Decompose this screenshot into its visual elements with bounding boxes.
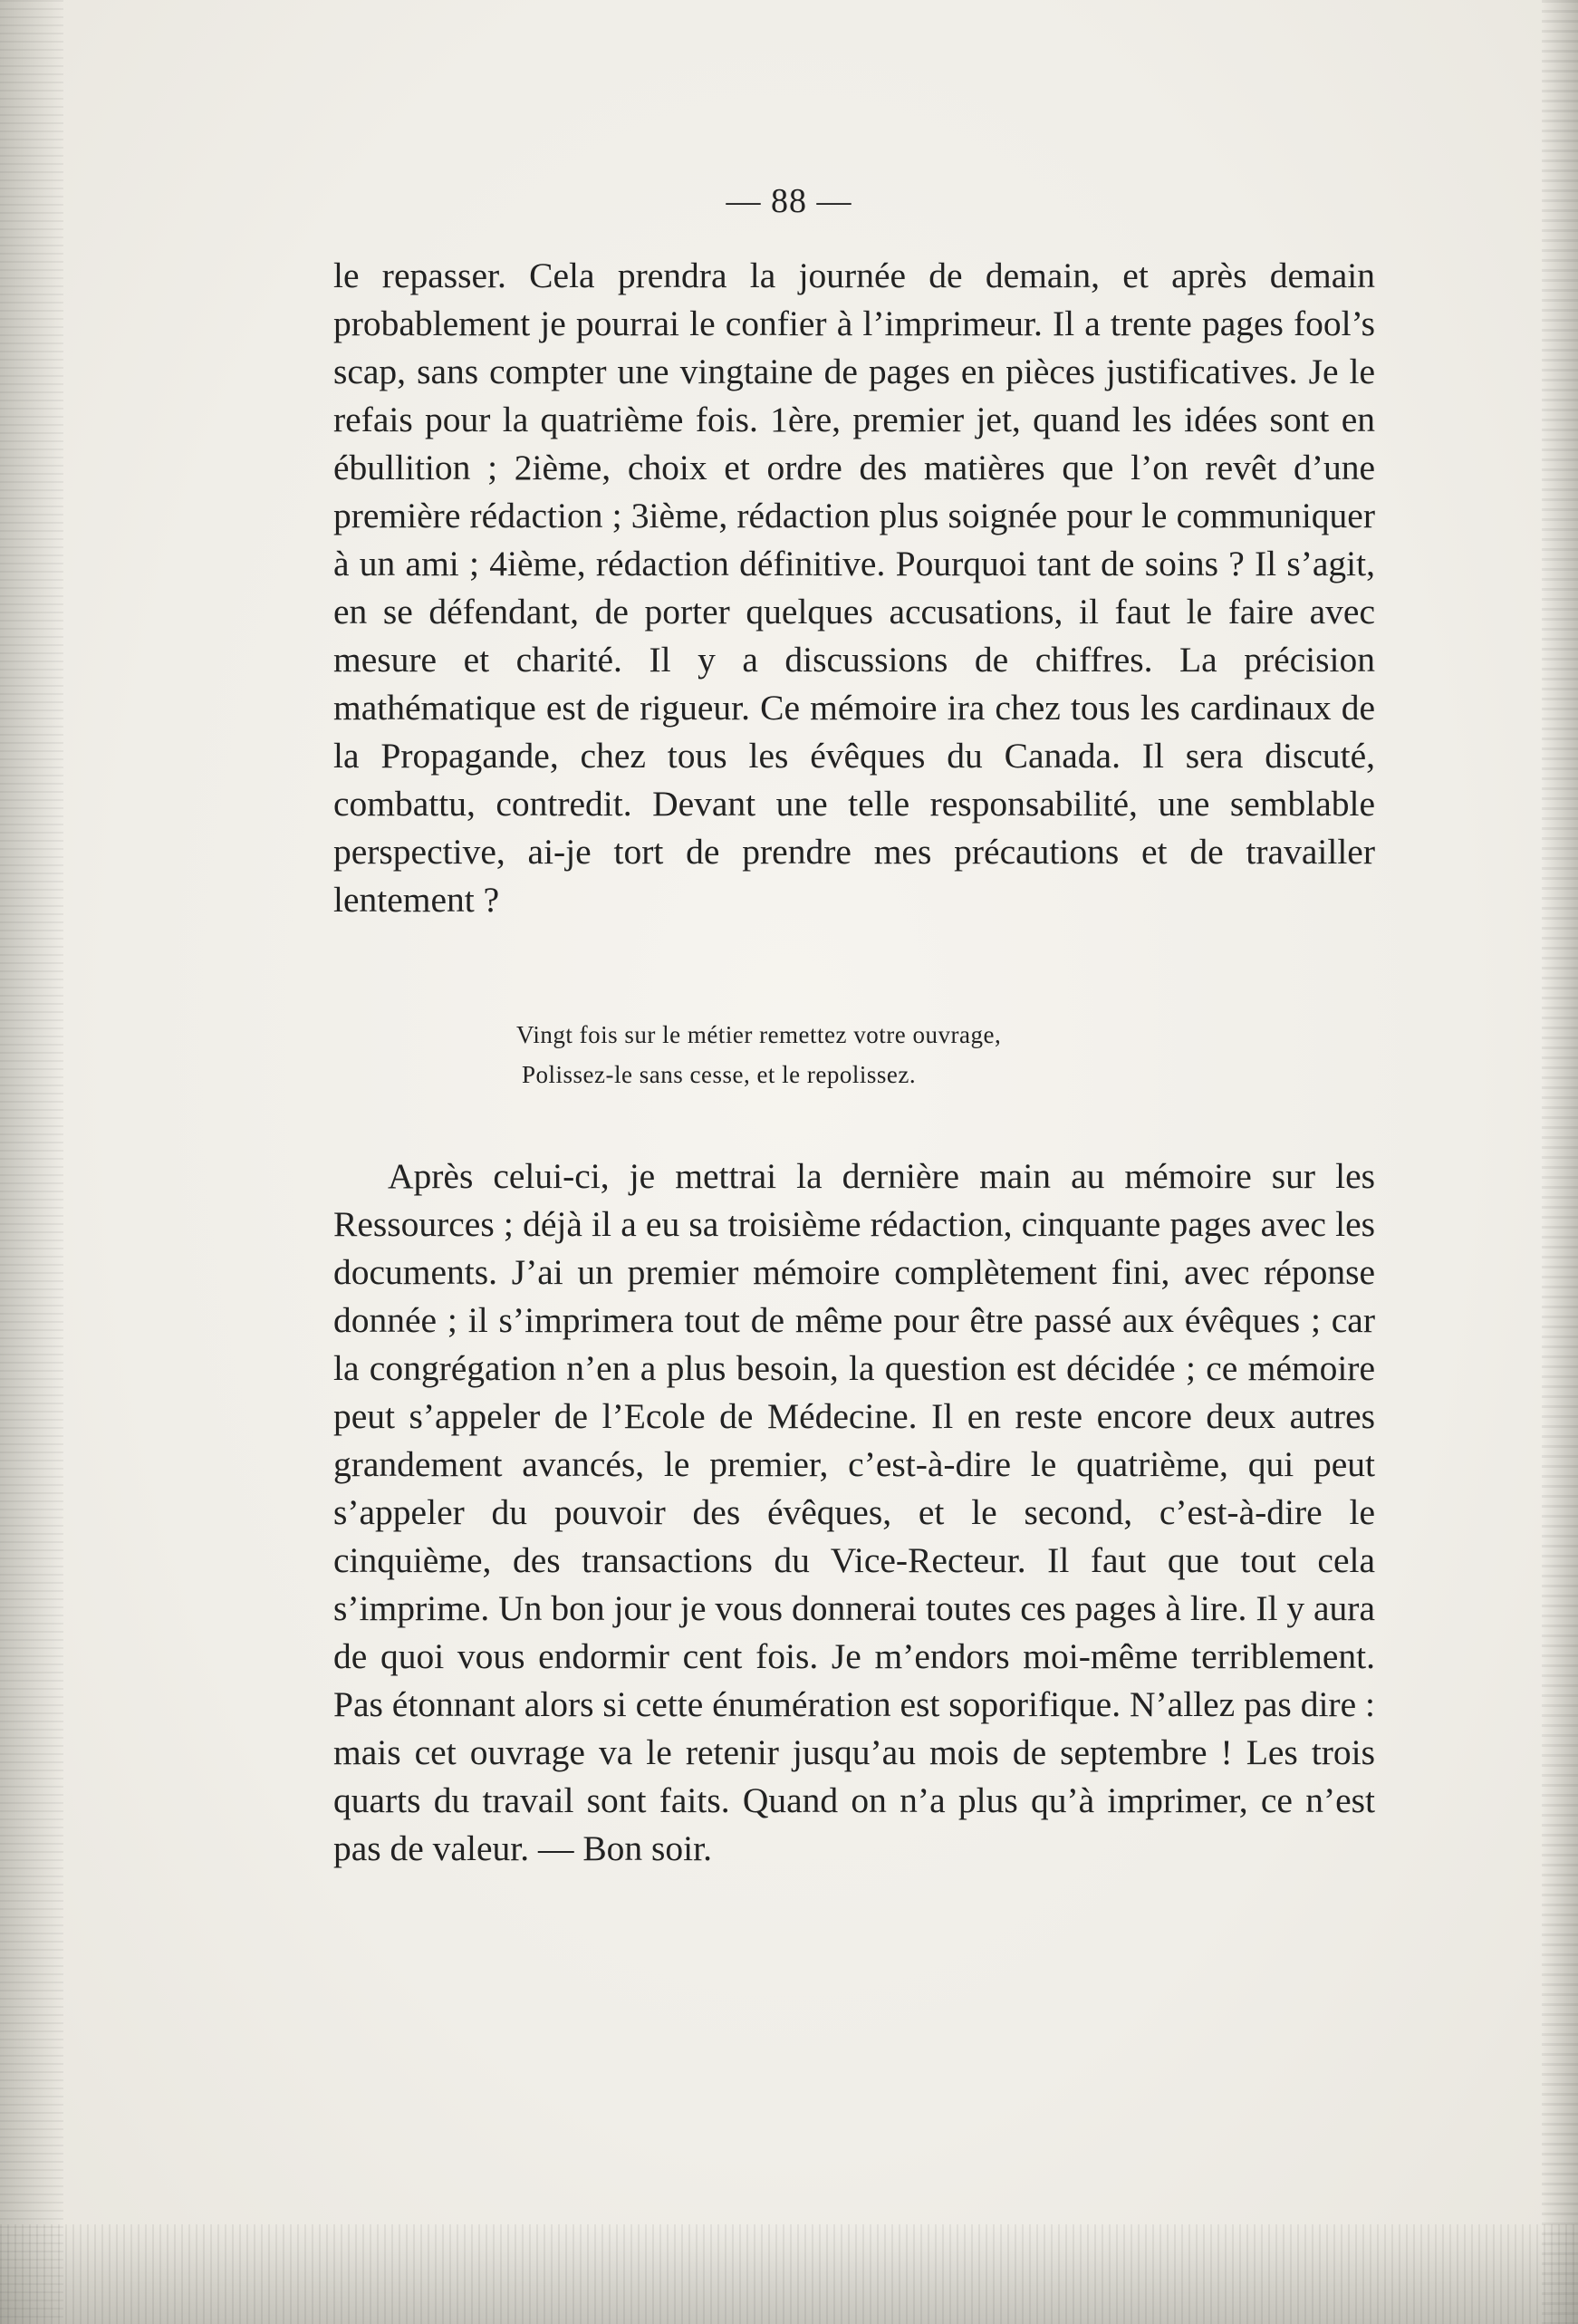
paragraph-1	[333, 252, 1375, 924]
scan-edge-bottom	[0, 2224, 1578, 2324]
scan-edge-right	[1542, 0, 1578, 2324]
quote-line-2: Polissez-le sans cesse, et le repolissez.	[522, 1061, 917, 1088]
scan-edge-left	[0, 0, 63, 2324]
page-number: — 88 —	[726, 182, 852, 220]
paragraph-2-text: Après celui-ci, je mettrai la dernière main au mémoire sur les Ressources ; déjà il a eu sa troisième rédaction, cinquante pages avec les documents. J’ai un premier mémoire complètement fini, avec réponse donnée ; il s’imprimera tout de même pour être passé aux évêques ; car la congrégation n’en a plus besoin, la question est décidée ; ce mémoire peut s’appeler de l’Ecole de Médecine. Il en reste encore deux autres grandement avancés, le premier, c’est-à-dire le quatrième, qui peut s’appeler du pouvoir des évêques, et le second, c’est-à-dire le cinquième, des transactions du Vice-Recteur. Il faut que tout cela s’imprime. Un bon jour je vous donnerai toutes ces pages à lire. Il y aura de quoi vous endormir cent fois. Je m’endors moi-même terriblement. Pas étonnant alors si cette énumération est soporifique. N’allez pas dire : mais cet ouvrage va le retenir jusqu’au mois de septembre ! Les trois quarts du travail sont faits. Quand on n’a plus qu’à imprimer, ce n’est pas de valeur. — Bon soir.	[333, 1156, 1375, 1868]
verse-quotation	[516, 1015, 1332, 1094]
paragraph-1-text: le repasser. Cela prendra la journée de demain, et après demain probablement je pourrai le confier à l’imprimeur. Il a trente pages fool’s scap, sans compter une vingtaine de pages en pièces justificatives. Je le refais pour la quatrième fois. 1ère, premier jet, quand les idées sont en ébullition ; 2ième, choix et ordre des matières que l’on revêt d’une première rédaction ; 3ième, rédaction plus soignée pour le communiquer à un ami ; 4ième, rédaction définitive. Pourquoi tant de soins ? Il s’agit, en se défendant, de porter quelques accusations, il faut le faire avec mesure et charité. Il y a discussions de chiffres. La précision mathématique est de rigueur. Ce mémoire ira chez tous les cardinaux de la Propagande, chez tous les évêques du Canada. Il sera discuté, combattu, contredit. Devant une telle responsabilité, une semblable perspective, ai-je tort de prendre mes précautions et de travailler lentement ?	[333, 256, 1375, 920]
paragraph-2	[333, 1152, 1375, 1873]
quote-line-1: Vingt fois sur le métier remettez votre ouvrage,	[516, 1021, 1002, 1048]
